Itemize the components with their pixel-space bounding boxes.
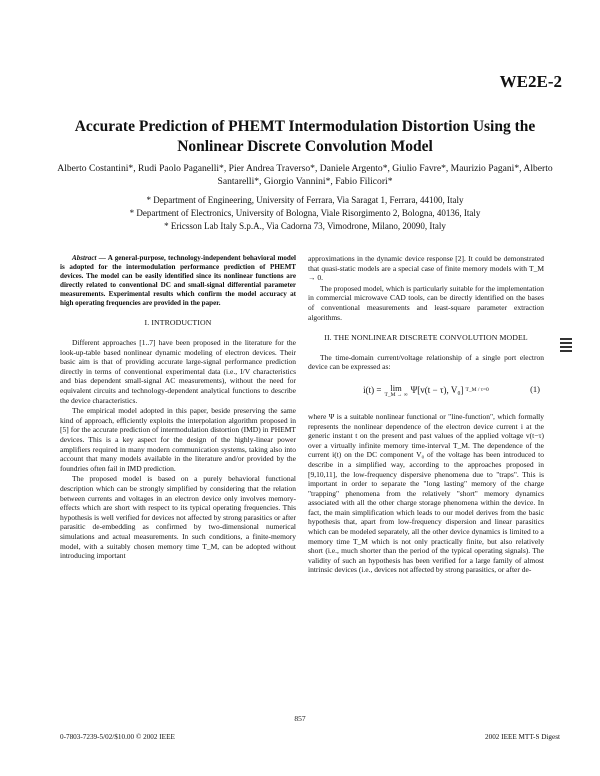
page-number: 857 <box>294 714 306 723</box>
section-heading-introduction: I. INTRODUCTION <box>144 318 212 328</box>
equation-lim-label: lim <box>390 382 402 393</box>
equation-number: (1) <box>530 383 540 394</box>
affiliation-ferrara: * Department of Engineering, University of Ferrara, Via Saragat 1, Ferrara, 44100, Italy <box>146 195 464 205</box>
abstract <box>60 254 296 307</box>
affiliation-bologna: * Department of Electronics, University of Bologna, Viale Risorgimento 2, Bologna, 40136, Italy <box>129 207 481 218</box>
affiliation-ericsson: * Ericsson Lab Italy S.p.A., Via Cadorna 73, Vimodrone, Milano, 20090, Italy <box>164 220 446 231</box>
model-paragraph: where Ψ is a suitable nonlinear functional or "line-function", which formally represents the nonlinear dependence of the electron device current i at the generic instant t on the present and past values of the applied voltage v(t−τ) over a virtually infinite memory time-interval T_M. The dependence of the current i(t) on the DC component V₀ of the voltage has been introduced to describe in a simplified way, according to the approaches proposed in [9,10,11], the low-frequency dispersive phenomena due to "traps". This is important in order to separate the "long lasting" memory of the charge "trapping" phenomena from the relatively "short" memory dynamics associated with all the other charge storage phenomena within the device. In fact, the main simplification which leads to our model derives from the basic hypothesis that, apart from low-frequency dispersion and linear parasitics which can be modeled separately, all the other device dynamics is limited to a memory time T_M which is not only practically finite, but also relatively short (i.e., much shorter than the period of the typical operating signals). The validity of such an hypothesis has been verified for a large family of almost intrinsic devices (i.e., devices not affected by strong parasitics, or after de- <box>308 411 544 575</box>
model-paragraph: The time-domain current/voltage relationship of a single port electron device can be expressed as: <box>308 352 544 372</box>
left-column <box>60 254 296 562</box>
author-list: Alberto Costantini*, Rudi Paolo Paganelli*, Pier Andrea Traverso*, Daniele Argento*, Giulio Favre*, Maurizio Pagani*, Alberto Santarelli*, Giorgio Vannini*, Fabio Filicori* <box>57 163 553 187</box>
intro-paragraph: The proposed model, which is particularly suitable for the implementation in commercial microwave CAD tools, can be directly identified on the bases of conventional measurements and least-square parameter extraction algorithms. <box>308 283 544 322</box>
right-column <box>308 254 544 576</box>
intro-paragraph: Different approaches [1..7] have been proposed in the literature for the look-up-table based nonlinear dynamic modeling of electron devices. Their basic aim is that of providing accurate large-signal performance prediction directly in terms of conventional experimental data (i.e., I/V characteristics and bias dependent small-signal AC measurements), without the need for equivalent circuits and technology-dependent analytical functions to describe the device characteristics. <box>60 338 296 405</box>
equation-1 <box>308 380 544 402</box>
margin-mark <box>560 338 572 358</box>
intro-paragraph: The proposed model is based on a purely behavioral functional description which can be strongly simplified by considering that the relation between currents and voltages in an electron device only involves memory-effects which are short with respect to its typical operating frequencies. This hypothesis is well verified for devices not affected by strong parasitics or after parasitic de-embedding as confirmed by two-dimensional numerical simulations and actual measurements. In such conditions, a finite-memory model, with a suitably chosen memory time T_M, can be adopted without introducing important <box>60 474 296 561</box>
abstract-label: Abstract <box>72 254 97 262</box>
paper-title: Accurate Prediction of PHEMT Intermodulation Distortion Using the Nonlinear Discrete Convolution Model <box>74 118 536 155</box>
equation-limit <box>385 384 408 399</box>
equation-bounds: T_M / τ=0 <box>465 387 489 394</box>
affiliations <box>40 194 570 232</box>
equation-body: Ψ[v(t − τ), V₀] <box>410 385 464 396</box>
section-heading-model: II. THE NONLINEAR DISCRETE CONVOLUTION MODEL <box>324 333 528 343</box>
intro-paragraph: The empirical model adopted in this paper, beside preserving the same kind of approach, efficiently exploits the interpolation algorithm proposed in [5] for the accurate prediction of intermodulation distortion (IMD) in PHEMT devices. This is a key aspect for the design of the highly-linear power amplifiers required in many modern communication systems, taking also into account that many models available in the literature and/or provided by the foundries often fail in IMD prediction. <box>60 406 296 473</box>
copyright-notice: 0-7803-7239-5/02/$10.00 © 2002 IEEE <box>60 733 175 741</box>
equation-lhs: i(t) = <box>363 385 382 396</box>
conference-footer: 2002 IEEE MTT-S Digest <box>485 733 560 741</box>
abstract-text: — A general-purpose, technology-independent behavioral model is adopted for the intermodulation performance prediction of PHEMT devices. The model can be easily identified since its nonlinear functions are directly related to conventional DC and small-signal differential parameter measurements. Experimental results which confirm the model accuracy at high operating frequencies are provided in the paper. <box>60 254 296 307</box>
equation-lim-sub: T_M → ∞ <box>384 392 408 399</box>
session-code: WE2E-2 <box>499 72 562 91</box>
intro-continuation: approximations in the dynamic device response [2]. It could be demonstrated that quasi-static models are a special case of finite memory models with T_M → 0. <box>308 254 544 283</box>
